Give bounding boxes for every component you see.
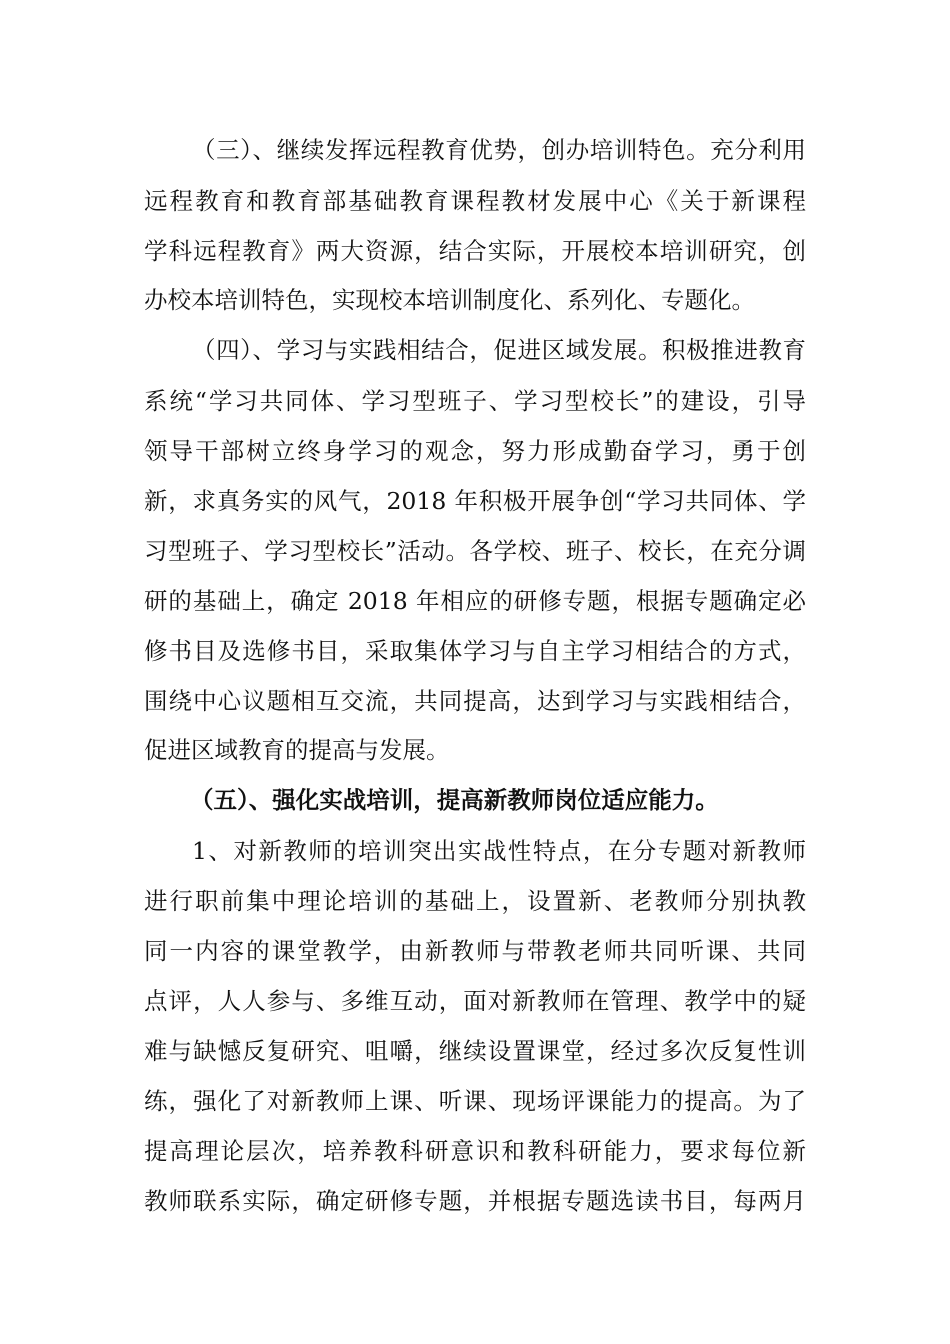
text-line: 新，求真务实的风气，2018 年积极开展争创“学习共同体、学	[144, 487, 806, 515]
section-heading: （五）、强化实战培训，提高新教师岗位适应能力。	[190, 786, 719, 814]
text-line: 同一内容的课堂教学，由新教师与带教老师共同听课、共同	[144, 937, 806, 965]
text-line: 1、对新教师的培训突出实战性特点，在分专题对新教师	[192, 837, 806, 865]
text-line: 点评，人人参与、多维互动，面对新教师在管理、教学中的疑	[144, 987, 806, 1015]
text-line: 促进区域教育的提高与发展。	[144, 736, 450, 764]
text-line: 教师联系实际，确定研修专题，并根据专题选读书目，每两月	[144, 1187, 806, 1215]
text-line: 远程教育和教育部基础教育课程教材发展中心《关于新课程	[144, 187, 806, 215]
text-line: （三）、继续发挥远程教育优势，创办培训特色。充分利用	[192, 136, 806, 164]
text-line: 习型班子、学习型校长”活动。各学校、班子、校长，在充分调	[144, 537, 806, 565]
text-line: （四）、学习与实践相结合，促进区域发展。积极推进教育	[192, 336, 806, 364]
text-line: 进行职前集中理论培训的基础上，设置新、老教师分别执教	[144, 887, 806, 915]
text-line: 练，强化了对新教师上课、听课、现场评课能力的提高。为了	[144, 1087, 806, 1115]
text-line: 领导干部树立终身学习的观念，努力形成勤奋学习，勇于创	[144, 437, 806, 465]
text-line: 围绕中心议题相互交流，共同提高，达到学习与实践相结合，	[144, 687, 806, 715]
text-line: 系统“学习共同体、学习型班子、学习型校长”的建设，引导	[144, 387, 806, 415]
text-line: 修书目及选修书目，采取集体学习与自主学习相结合的方式，	[144, 637, 806, 665]
text-line: 研的基础上，确定 2018 年相应的研修专题，根据专题确定必	[144, 587, 806, 615]
text-line: 提高理论层次，培养教科研意识和教科研能力，要求每位新	[144, 1137, 806, 1165]
text-line: 办校本培训特色，实现校本培训制度化、系列化、专题化。	[144, 286, 755, 314]
text-line: 学科远程教育》两大资源，结合实际，开展校本培训研究，创	[144, 237, 806, 265]
text-line: 难与缺憾反复研究、咀嚼，继续设置课堂，经过多次反复性训	[144, 1037, 806, 1065]
